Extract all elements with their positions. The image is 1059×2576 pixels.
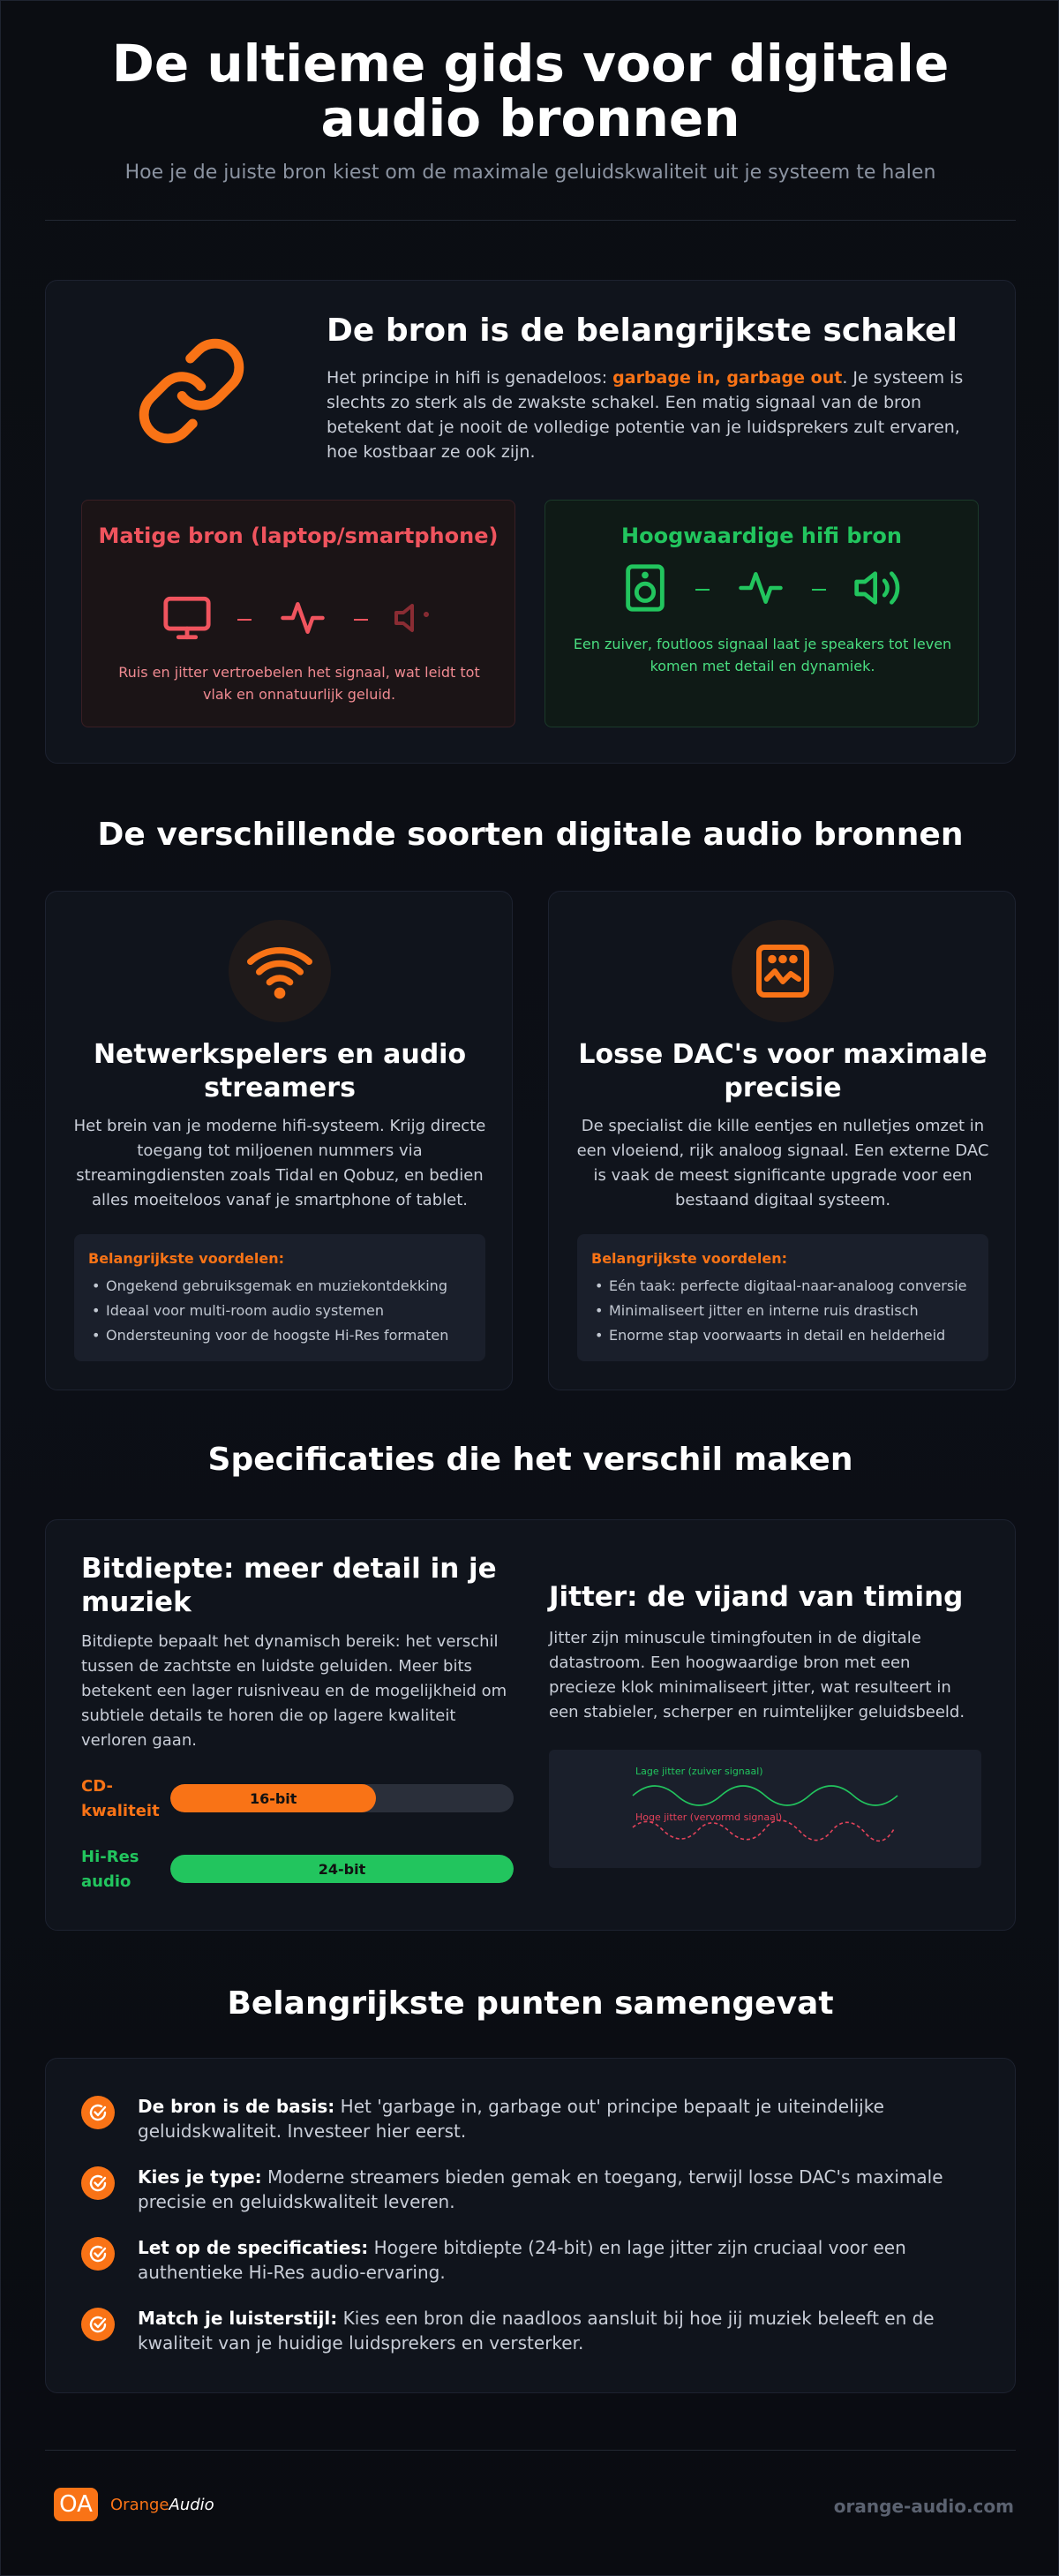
summary-lead: Let op de specificaties:	[138, 2237, 369, 2258]
page-subtitle: Hoe je de juiste bron kiest om de maximale geluidskwaliteit uit je systeem te halen	[124, 162, 936, 184]
specs-section-title: Specificaties die het verschil maken	[207, 1442, 853, 1478]
connector	[695, 589, 710, 591]
connector	[812, 589, 826, 591]
list-item: • Ondersteuning voor de hoogste Hi-Res formaten	[88, 1323, 471, 1348]
good-source-title: Hoogwaardige hifi bron	[621, 523, 902, 548]
link-chain-icon	[134, 334, 249, 452]
streamer-title: Netwerkspelers en audio streamers	[93, 1039, 467, 1103]
benefits-title: Belangrijkste voordelen:	[591, 1250, 787, 1267]
highlight-text: garbage in, garbage out	[612, 368, 843, 388]
check-circle-icon	[81, 2308, 115, 2341]
brand-logo[interactable]	[54, 2488, 214, 2521]
list-item: • Ongekend gebruiksgemak en muziekontdekking	[88, 1274, 471, 1299]
summary-lead: De bron is de basis:	[138, 2096, 335, 2117]
bar-label-hires: Hi-Res audio	[81, 1848, 139, 1891]
bitdepth-title: Bitdiepte: meer detail in je muziek	[81, 1553, 497, 1618]
list-item: • Eén taak: perfecte digitaal-naar-analoog conversie	[591, 1274, 974, 1299]
check-circle-icon	[81, 2237, 115, 2271]
low-jitter-wave	[633, 1786, 898, 1805]
bar-track-hires	[170, 1855, 514, 1883]
summary-lead: Kies je type:	[138, 2166, 262, 2188]
summary-lead: Match je luisterstijl:	[138, 2308, 338, 2329]
connector	[354, 619, 368, 621]
speaker-loud-icon	[851, 563, 904, 616]
speaker-muted-icon	[393, 597, 435, 643]
pulse-icon	[734, 564, 787, 615]
dac-card	[548, 891, 1016, 1390]
legend-low-jitter: Lage jitter (zuiver signaal)	[635, 1766, 763, 1777]
pulse-icon	[276, 594, 329, 645]
dac-title: Losse DAC's voor maximale precisie	[578, 1039, 988, 1103]
brand-name: OrangeAudio	[110, 2495, 214, 2514]
bar-track-cd	[170, 1784, 514, 1812]
jitter-title: Jitter: de vijand van timing	[549, 1581, 964, 1613]
good-source-panel	[545, 500, 979, 727]
benefits-title: Belangrijkste voordelen:	[88, 1250, 284, 1267]
footer-divider	[45, 2450, 1016, 2451]
dac-benefits	[577, 1234, 988, 1361]
bad-signal-chain	[82, 592, 514, 647]
bad-source-title: Matige bron (laptop/smartphone)	[98, 523, 499, 548]
monitor-icon	[161, 592, 213, 647]
source-card	[45, 280, 1016, 764]
list-item: • Minimaliseert jitter en interne ruis drastisch	[591, 1299, 974, 1323]
bad-source-panel	[81, 500, 515, 727]
bad-source-desc: Ruis en jitter vertroebelen het signaal, wat leidt tot vlak en onnatuurlijk geluid.	[118, 664, 480, 703]
bar-fill-cd: 16-bit	[170, 1784, 376, 1812]
dac-chip-icon	[732, 920, 834, 1022]
bitdepth-text: Bitdiepte bepaalt het dynamisch bereik: het verschil tussen de zachtste en luidste geluiden. Meer bits betekent een lager ruisniveau en de mogelijkheid om subtiele details te horen die op lagere kwaliteit verloren gaan.	[81, 1632, 507, 1750]
hero	[45, 36, 1016, 184]
streamer-desc: Het brein van je moderne hifi-systeem. Krijg directe toegang tot miljoenen nummers via streamingdiensten zoals Tidal en Qobuz, en bedien alles moeiteloos vanaf je smartphone of tablet.	[73, 1117, 486, 1209]
dac-desc: De specialist die kille eentjes en nulletjes omzet in een vloeiend, rijk analoog signaal. Een externe DAC is vaak de meest significante upgrade voor een bestaand digitaal systeem.	[576, 1117, 989, 1209]
check-circle-icon	[81, 2166, 115, 2200]
list-item: • Ideaal voor multi-room audio systemen	[88, 1299, 471, 1323]
logo-mark: OA	[54, 2488, 98, 2521]
specs-card	[45, 1519, 1016, 1931]
page-title: De ultieme gids voor digitale audio bronnen	[111, 34, 950, 148]
wifi-icon	[229, 920, 331, 1022]
legend-high-jitter: Hoge jitter (vervormd signaal)	[635, 1811, 783, 1823]
streamer-benefits	[74, 1234, 485, 1361]
bar-fill-hires: 24-bit	[170, 1855, 514, 1883]
good-source-desc: Een zuiver, foutloos signaal laat je speakers tot leven komen met detail en dynamiek.	[573, 636, 952, 674]
summary-section-title: Belangrijkste punten samengevat	[227, 1985, 834, 2022]
high-jitter-wave	[633, 1820, 895, 1841]
summary-card: De bron is de basis: Het 'garbage in, garbage out' principe bepaalt je uiteindelijke geluidskwaliteit. Investeer hier eerst. Kies je type: Moderne streamers bieden gemak en toegang, terwijl losse DAC's maximale precisie en geluidskwaliteit leveren. Let op de specificaties: Hogere bitdiepte (24-bit) en lage jitter zijn cruciaal voor een authentieke Hi-Res audio-ervaring. Match je luisterstijl: Kies een bron die naadloos aansluit bij hoe jij muziek beleeft en de kwaliteit van je huidige luidsprekers en versterker.	[45, 2058, 1016, 2393]
source-text: Het principe in hifi is genadeloos: garbage in, garbage out. Je systeem is slechts zo sterk als de zwakste schakel. Een matig signaal van de bron betekent dat je nooit de volledige potentie van je luidsprekers zult ervaren, hoe kostbaar ze ook zijn.	[327, 368, 964, 462]
jitter-diagram	[549, 1750, 981, 1868]
speaker-box-icon	[620, 561, 671, 619]
types-section-title: De verschillende soorten digitale audio bronnen	[97, 817, 964, 853]
jitter-text: Jitter zijn minuscule timingfouten in de digitale datastroom. Een hoogwaardige bron met een precieze klok minimaliseert jitter, wat resulteert in een stabieler, scherper en ruimtelijker geluidsbeeld.	[549, 1629, 965, 1721]
check-circle-icon	[81, 2096, 115, 2129]
divider	[45, 220, 1016, 221]
list-item: • Enorme stap voorwaarts in detail en helderheid	[591, 1323, 974, 1348]
good-signal-chain	[545, 561, 978, 619]
bar-label-cd: CD-kwaliteit	[81, 1777, 160, 1820]
footer-url-link[interactable]: orange-audio.com	[833, 2496, 1014, 2517]
connector	[237, 619, 252, 621]
source-title: De bron is de belangrijkste schakel	[327, 313, 958, 349]
streamer-card	[45, 891, 513, 1390]
